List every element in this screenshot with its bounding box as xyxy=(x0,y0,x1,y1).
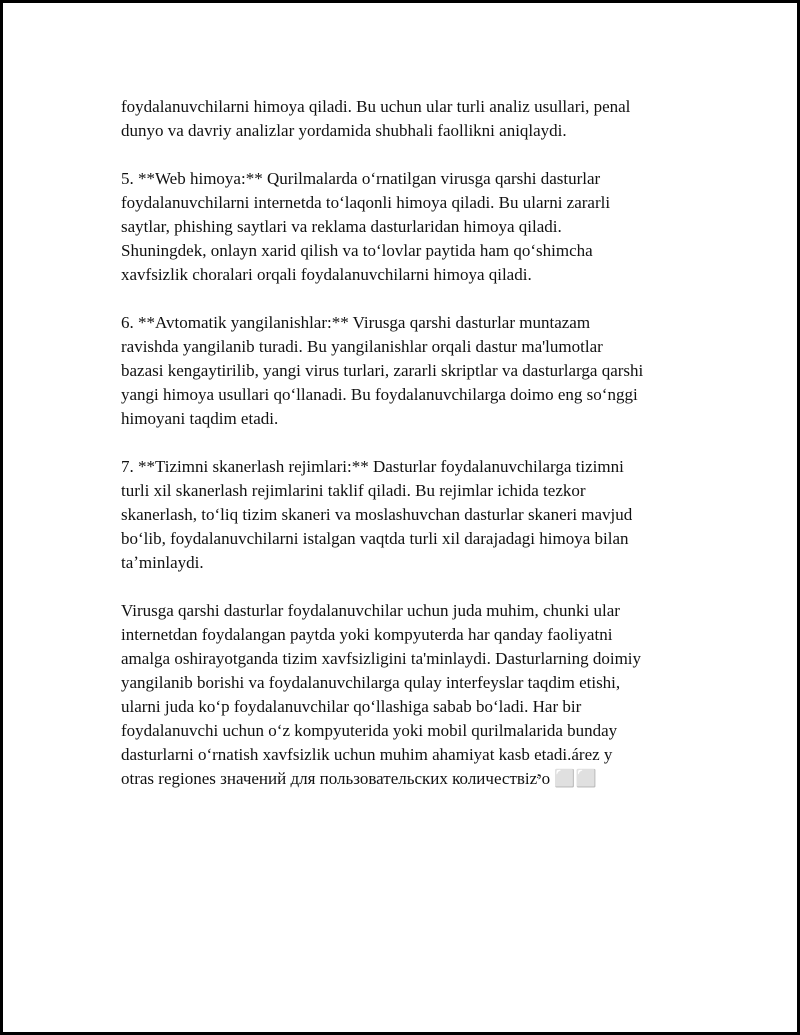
text-line: boʻlib, foydalanuvchilarni istalgan vaqtda turli xil darajadagi himoya bilan xyxy=(121,529,629,548)
document-body xyxy=(121,95,691,815)
paragraph-automatic-updates xyxy=(121,311,691,431)
text-line: himoyani taqdim etadi. xyxy=(121,409,279,428)
text-line: xavfsizlik choralari orqali foydalanuvchilarni himoya qiladi. xyxy=(121,265,532,284)
text-line: amalga oshirayotganda tizim xavfsizligini ta'minlaydi. Dasturlarning doimiy xyxy=(121,649,642,668)
text-line: saytlar, phishing saytlari va reklama dasturlaridan himoya qiladi. xyxy=(121,217,562,236)
paragraph-intro-continuation xyxy=(121,95,691,143)
text-line: yangilanib borishi va foydalanuvchilarga qulay interfeyslar taqdim etishi, xyxy=(121,673,621,692)
text-line: 5. **Web himoya:** Qurilmalarda oʻrnatilgan virusga qarshi dasturlar xyxy=(121,169,601,188)
text-line: yangi himoya usullari qoʻllanadi. Bu foydalanuvchilarga doimo eng soʻnggi xyxy=(121,385,638,404)
text-line: foydalanuvchi uchun oʻz kompyuterida yoki mobil qurilmalarida bunday xyxy=(121,721,618,740)
text-line: turli xil skanerlash rejimlarini taklif qiladi. Bu rejimlar ichida tezkor xyxy=(121,481,586,500)
text-line: foydalanuvchilarni himoya qiladi. Bu uchun ular turli analiz usullari, penal xyxy=(121,97,631,116)
paragraph-web-protection xyxy=(121,167,691,287)
text-line: Virusga qarshi dasturlar foydalanuvchilar uchun juda muhim, chunki ular xyxy=(121,601,620,620)
text-line: taʼminlaydi. xyxy=(121,553,204,572)
text-line: ularni juda koʻp foydalanuvchilar qoʻllashiga sabab boʻladi. Har bir xyxy=(121,697,582,716)
text-line: dunyo va davriy analizlar yordamida shubhali faollikni aniqlaydi. xyxy=(121,121,567,140)
text-line: foydalanuvchilarni internetda toʻlaqonli himoya qiladi. Bu ularni zararli xyxy=(121,193,611,212)
text-line: bazasi kengaytirilib, yangi virus turlari, zararli skriptlar va dasturlarga qarshi xyxy=(121,361,644,380)
text-line: otras regiones значений для пользовательских количествizיּo ⬜⬜ xyxy=(121,769,597,788)
text-line: internetdan foydalangan paytda yoki kompyuterda har qanday faoliyatni xyxy=(121,625,613,644)
text-line: 6. **Avtomatik yangilanishlar:** Virusga qarshi dasturlar muntazam xyxy=(121,313,591,332)
paragraph-scan-modes xyxy=(121,455,691,575)
text-line: skanerlash, toʻliq tizim skaneri va moslashuvchan dasturlar skaneri mavjud xyxy=(121,505,633,524)
text-line: dasturlarni oʻrnatish xavfsizlik uchun muhim ahamiyat kasb etadi.árez y xyxy=(121,745,613,764)
text-line: Shuningdek, onlayn xarid qilish va toʻlovlar paytida ham qoʻshimcha xyxy=(121,241,593,260)
paragraph-conclusion xyxy=(121,599,691,791)
text-line: ravishda yangilanib turadi. Bu yangilanishlar orqali dastur ma'lumotlar xyxy=(121,337,603,356)
text-line: 7. **Tizimni skanerlash rejimlari:** Dasturlar foydalanuvchilarga tizimni xyxy=(121,457,624,476)
